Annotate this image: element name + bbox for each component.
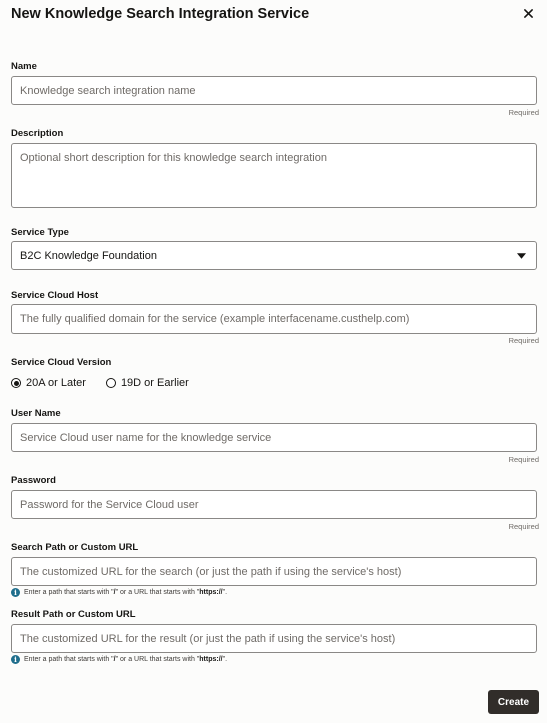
- hint-prefix: Enter a path that starts with ": [24, 589, 114, 596]
- radio-20a-or-later[interactable]: [11, 377, 86, 389]
- close-button[interactable]: [519, 4, 537, 22]
- radio-20a-label: 20A or Later: [26, 377, 86, 389]
- host-required-text: Required: [508, 336, 539, 345]
- result-path-field-wrapper: [11, 624, 537, 653]
- hint-prefix: Enter a path that starts with ": [24, 656, 114, 663]
- name-field-wrapper: [11, 76, 537, 105]
- name-label: Name: [11, 61, 37, 72]
- create-button[interactable]: Create: [488, 690, 539, 714]
- info-icon: i: [11, 655, 20, 664]
- password-label: Password: [11, 475, 56, 486]
- username-required-text: Required: [508, 455, 539, 464]
- hint-mid: " or a URL that starts with ": [115, 589, 200, 596]
- host-label: Service Cloud Host: [11, 290, 99, 301]
- hint-slash: /: [113, 656, 116, 663]
- search-path-label: Search Path or Custom URL: [11, 542, 139, 553]
- hint-slash: /: [113, 589, 116, 596]
- dialog-title: New Knowledge Search Integration Service: [11, 6, 310, 22]
- hint-suffix: ".: [222, 589, 228, 596]
- search-path-input[interactable]: [12, 558, 536, 585]
- hint-https: https://: [199, 656, 223, 663]
- name-required-text: Required: [508, 108, 539, 117]
- version-radio-group: [11, 376, 209, 390]
- search-path-hint: [11, 588, 227, 597]
- password-required-text: Required: [508, 522, 539, 531]
- hint-https: https://: [199, 589, 223, 596]
- host-field-wrapper: [11, 304, 537, 334]
- hint-mid: " or a URL that starts with ": [115, 656, 200, 663]
- version-label: Service Cloud Version: [11, 357, 112, 368]
- result-path-label: Result Path or Custom URL: [11, 609, 136, 620]
- username-field-wrapper: [11, 423, 537, 452]
- result-path-hint: [11, 655, 227, 664]
- username-input[interactable]: [12, 424, 536, 451]
- search-path-field-wrapper: [11, 557, 537, 586]
- password-input[interactable]: [12, 491, 536, 518]
- service-type-label: Service Type: [11, 227, 69, 238]
- radio-19d-label: 19D or Earlier: [120, 377, 189, 389]
- description-label: Description: [11, 128, 64, 139]
- description-textarea[interactable]: [12, 144, 536, 207]
- password-field-wrapper: [11, 490, 537, 519]
- info-icon: i: [11, 588, 20, 597]
- result-path-input[interactable]: [12, 625, 536, 652]
- service-type-value: B2C Knowledge Foundation: [20, 250, 157, 262]
- radio-unchecked-icon: [106, 378, 116, 388]
- description-field-wrapper: [11, 143, 537, 208]
- name-input[interactable]: [12, 77, 536, 104]
- caret-down-icon: [517, 253, 526, 259]
- radio-19d-or-earlier[interactable]: [106, 377, 189, 389]
- service-type-select[interactable]: [11, 241, 537, 270]
- close-icon: [524, 9, 533, 18]
- username-label: User Name: [11, 408, 61, 419]
- hint-suffix: ".: [222, 656, 228, 663]
- host-input[interactable]: [12, 305, 536, 333]
- radio-checked-icon: [11, 378, 21, 388]
